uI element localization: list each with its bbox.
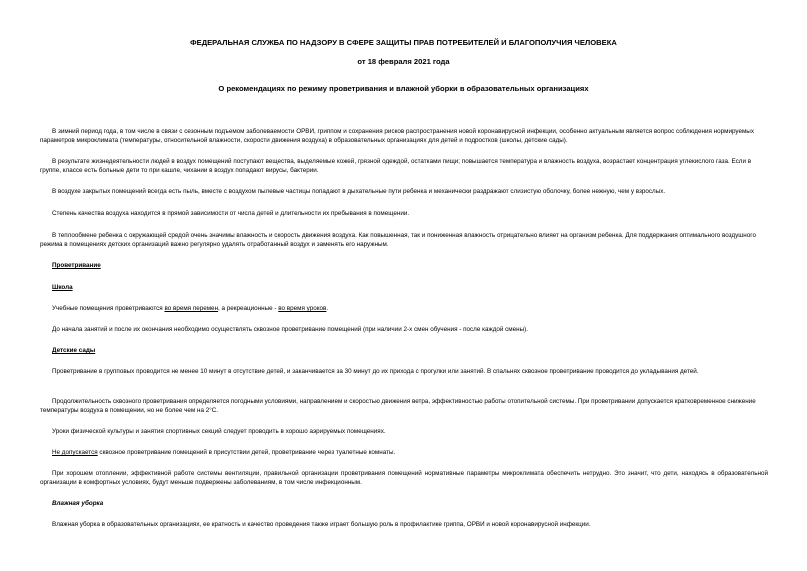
kindergarten-paragraph-4	[40, 448, 768, 457]
kindergarten-paragraph-3: Уроки физической культуры и занятия спортивных секций следует проводить в хорошо аэрируемых помещениях.	[52, 428, 386, 435]
document-date: от 18 февраля 2021 года	[357, 57, 450, 66]
school-p1-breaks: во время перемен	[164, 305, 219, 312]
kindergarten-heading: Детские сады	[52, 347, 96, 354]
intro-paragraph-5: В теплообмене ребенка с окружающей средой очень значимы влажность и скорость движения воздуха. Как повышенная, так и пониженная влажность отрицательно влияет на организм ребенка. Для поддержания оптимального воздушного режима в помещениях детских организаций важно регулярно удалять отработанный воздух и заменять его наружным.	[40, 232, 756, 248]
agency-title: ФЕДЕРАЛЬНАЯ СЛУЖБА ПО НАДЗОРУ В СФЕРЕ ЗАЩИТЫ ПРАВ ПОТРЕБИТЕЛЕЙ И БЛАГОПОЛУЧИЯ ЧЕЛОВЕКА	[190, 38, 617, 47]
kindergarten-p4-rest: сквозное проветривание помещений в присутствии детей, проветривание через туалетные комнаты.	[97, 449, 396, 456]
kindergarten-paragraph-1: Проветривание в групповых проводится не менее 10 минут в отсутствие детей, и заканчивается за 30 минут до их прихода с прогулки или занятий. В спальнях сквозное проветривание проводится до укладывания детей.	[52, 368, 699, 375]
intro-paragraph-2: В результате жизнедеятельности людей в воздух помещений поступают вещества, выделяемые кожей, грязной одеждой, остатками пищи; повышается температура и влажность воздуха, возрастает концентрация углекислого газа. Если в группе, классе есть больные дети то при кашле, чихании в воздух попадают вирусы, бактерии.	[40, 158, 752, 174]
not-allowed-text: Не допускается	[52, 449, 98, 456]
school-p1-text-e: .	[326, 305, 329, 312]
school-paragraph-1	[40, 304, 768, 313]
cleaning-paragraph-1: Влажная уборка в образовательных организациях, ее кратность и качество проведения также играет большую роль в профилактике гриппа, ОРВИ и новой коронавирусной инфекции.	[52, 521, 591, 528]
school-paragraph-2: До начала занятий и после их окончания необходимо осуществлять сквозное проветривание помещений (при наличии 2-х смен обучения - после каждой смены).	[52, 326, 528, 333]
school-p1-text-a: Учебные помещения проветриваются	[52, 305, 165, 312]
cleaning-heading: Влажная уборка	[52, 500, 104, 507]
intro-paragraph-3: В воздухе закрытых помещений всегда есть пыль, вместе с воздухом пылевые частицы попадают в дыхательные пути ребенка и механически раздражают слизистую оболочку, более нежную, чем у взрослых.	[52, 188, 666, 195]
school-heading: Школа	[52, 284, 73, 291]
document-subject: О рекомендациях по режиму проветривания и влажной уборки в образовательных организациях	[218, 84, 589, 93]
kindergarten-paragraph-2: Продолжительность сквозного проветривания определяется погодными условиями, направлением и скоростью движения ветра, эффективностью работы отопительной системы. При проветривании допускается кратковременное снижение температуры воздуха в помещении, но не более чем на 2°С.	[40, 398, 756, 414]
kindergarten-paragraph-5: При хорошем отоплении, эффективной работе системы вентиляции, правильной организации проветривания помещений нормативные параметры микроклимата обеспечить нетрудно. Это значит, что дети, находясь в образовательной организации в комфортных условиях, будут меньше подвержены заболеваниям, в том числе инфекционным.	[40, 470, 768, 486]
school-p1-lessons: во время уроков	[278, 305, 327, 312]
ventilation-heading: Проветривание	[52, 262, 101, 269]
school-p1-text-c: , а рекреационные -	[218, 305, 279, 312]
intro-paragraph-1: В зимний период года, в том числе в связи с сезонным подъемом заболеваемости ОРВИ, гриппом и сохранения рисков распространения новой коронавирусной инфекции, особенно актуальным является вопрос соблюдения нормируемых параметров микроклимата (температуры, относительной влажности, скорости движения воздуха) в образовательных организациях для детей и подростков (школы, детские сады).	[40, 128, 754, 144]
intro-paragraph-4: Степень качества воздуха находится в прямой зависимости от числа детей и длительности их пребывания в помещении.	[52, 210, 410, 217]
